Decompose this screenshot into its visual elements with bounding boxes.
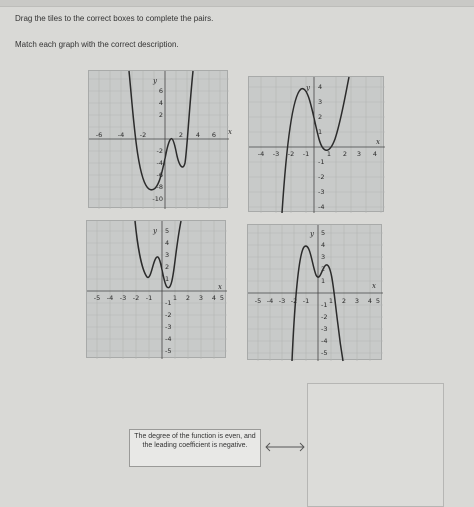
- graph-1: [88, 70, 232, 208]
- graph-3-x-tick: 4: [211, 294, 217, 302]
- graph-3-x-tick: -2: [132, 294, 140, 302]
- graph-4-y-tick: -5: [321, 349, 328, 357]
- graph-3-y-tick: -3: [165, 323, 172, 331]
- graph-3: [86, 220, 226, 358]
- graph-4-x-tick: 3: [354, 297, 360, 305]
- graph-2-x-tick: 1: [326, 150, 332, 158]
- graph-3-x-tick: -3: [119, 294, 127, 302]
- graph-3-y-label: y: [153, 227, 157, 235]
- description-tile[interactable]: [129, 429, 261, 467]
- graph-4-y-tick: -4: [321, 337, 328, 345]
- graph-4-x-tick: -5: [254, 297, 262, 305]
- graph-1-x-tick: -6: [95, 131, 103, 139]
- graph-2-y-tick: 2: [318, 113, 323, 121]
- graph-2-y-tick: -2: [318, 173, 325, 181]
- graph-3-x-tick: 1: [172, 294, 178, 302]
- graph-1-y-tick: 4: [158, 99, 163, 107]
- graph-4: [247, 224, 382, 360]
- graph-4-y-tick: 5: [321, 229, 326, 237]
- graph-4-x-tick: -2: [290, 297, 298, 305]
- graph-2-x-tick: -3: [272, 150, 280, 158]
- graph-3-y-tick: -2: [165, 311, 172, 319]
- graph-2-x-tick: 2: [342, 150, 348, 158]
- description-tile-text: The degree of the function is even, and the leading coefficient is negative.: [134, 433, 256, 449]
- graph-3-y-tick: 4: [165, 239, 170, 247]
- graph-4-y-tick: -2: [321, 313, 328, 321]
- graph-3-y-tick: 5: [165, 227, 170, 235]
- graph-2-x-tick: -4: [257, 150, 265, 158]
- graph-1-x-tick: 4: [195, 131, 201, 139]
- graph-3-x-tick: 2: [185, 294, 191, 302]
- graph-4-y-label: y: [310, 230, 314, 238]
- graph-4-y-tick: 3: [321, 253, 326, 261]
- graph-2-y-tick: 1: [318, 128, 323, 136]
- instruction-text: Drag the tiles to the correct boxes to complete the pairs.: [15, 14, 214, 23]
- graph-1-x-label: x: [228, 128, 232, 136]
- graph-3-x-tick: -5: [93, 294, 101, 302]
- graph-2-y-label: y: [306, 84, 310, 92]
- graph-2-curve: [282, 77, 349, 213]
- graph-1-y-tick: -8: [156, 183, 163, 191]
- graph-2-y-tick: 4: [318, 83, 323, 91]
- graph-2-x-tick: -1: [302, 150, 310, 158]
- graph-1-x-tick: 2: [178, 131, 184, 139]
- graph-3-x-label: x: [218, 283, 222, 291]
- graph-4-curve: [292, 246, 343, 361]
- graph-2-x-label: x: [376, 138, 380, 146]
- graph-1-y-label: y: [153, 77, 157, 85]
- graph-3-y-tick: -4: [165, 335, 172, 343]
- graph-3-y-tick: 1: [165, 275, 170, 283]
- graph-4-x-tick: -3: [278, 297, 286, 305]
- graph-4-y-tick: 4: [321, 241, 326, 249]
- top-bar: [0, 0, 474, 7]
- graph-4-x-tick: 1: [328, 297, 334, 305]
- graph-2-y-tick: -3: [318, 188, 325, 196]
- graph-4-y-tick: 2: [321, 265, 326, 273]
- graph-2-x-tick: 3: [356, 150, 362, 158]
- graph-2-x-tick: -2: [287, 150, 295, 158]
- graph-1-y-tick: 2: [158, 111, 163, 119]
- graph-4-y-tick: -1: [321, 301, 328, 309]
- graph-4-x-tick: 5: [375, 297, 380, 305]
- question-text: Match each graph with the correct description.: [15, 40, 179, 49]
- graph-4-x-tick: 2: [341, 297, 347, 305]
- graph-1-y-tick: -2: [156, 147, 163, 155]
- graph-4-x-label: x: [372, 282, 376, 290]
- graph-3-x-tick: 3: [198, 294, 204, 302]
- graph-1-x-tick: -4: [117, 131, 125, 139]
- graph-4-x-tick: -4: [266, 297, 274, 305]
- graph-4-x-tick: 4: [367, 297, 373, 305]
- graph-3-y-tick: -5: [165, 347, 172, 355]
- graph-1-y-tick: -4: [156, 159, 163, 167]
- graph-1-y-tick: -6: [156, 171, 163, 179]
- graph-1-y-tick: 6: [158, 87, 163, 95]
- graph-1-x-tick: -2: [139, 131, 147, 139]
- graph-2: [248, 76, 384, 212]
- double-arrow-icon: [263, 440, 307, 454]
- graph-2-y-tick: -4: [318, 203, 325, 211]
- graph-4-y-tick: 1: [321, 277, 326, 285]
- graph-1-x-tick: 6: [211, 131, 217, 139]
- graph-3-x-tick: -4: [106, 294, 114, 302]
- graph-3-x-tick: -1: [145, 294, 153, 302]
- graph-2-y-tick: -1: [318, 158, 325, 166]
- graph-3-y-tick: 2: [165, 263, 170, 271]
- graph-2-x-tick: 4: [372, 150, 378, 158]
- graph-1-y-tick: -10: [152, 195, 163, 203]
- graph-drop-box[interactable]: [307, 383, 444, 507]
- graph-3-x-tick: 5: [219, 294, 224, 302]
- graph-4-y-tick: -3: [321, 325, 328, 333]
- graph-4-x-tick: -1: [302, 297, 310, 305]
- graph-3-y-tick: 3: [165, 251, 170, 259]
- graph-2-y-tick: 3: [318, 98, 323, 106]
- graph-3-y-tick: -1: [165, 299, 172, 307]
